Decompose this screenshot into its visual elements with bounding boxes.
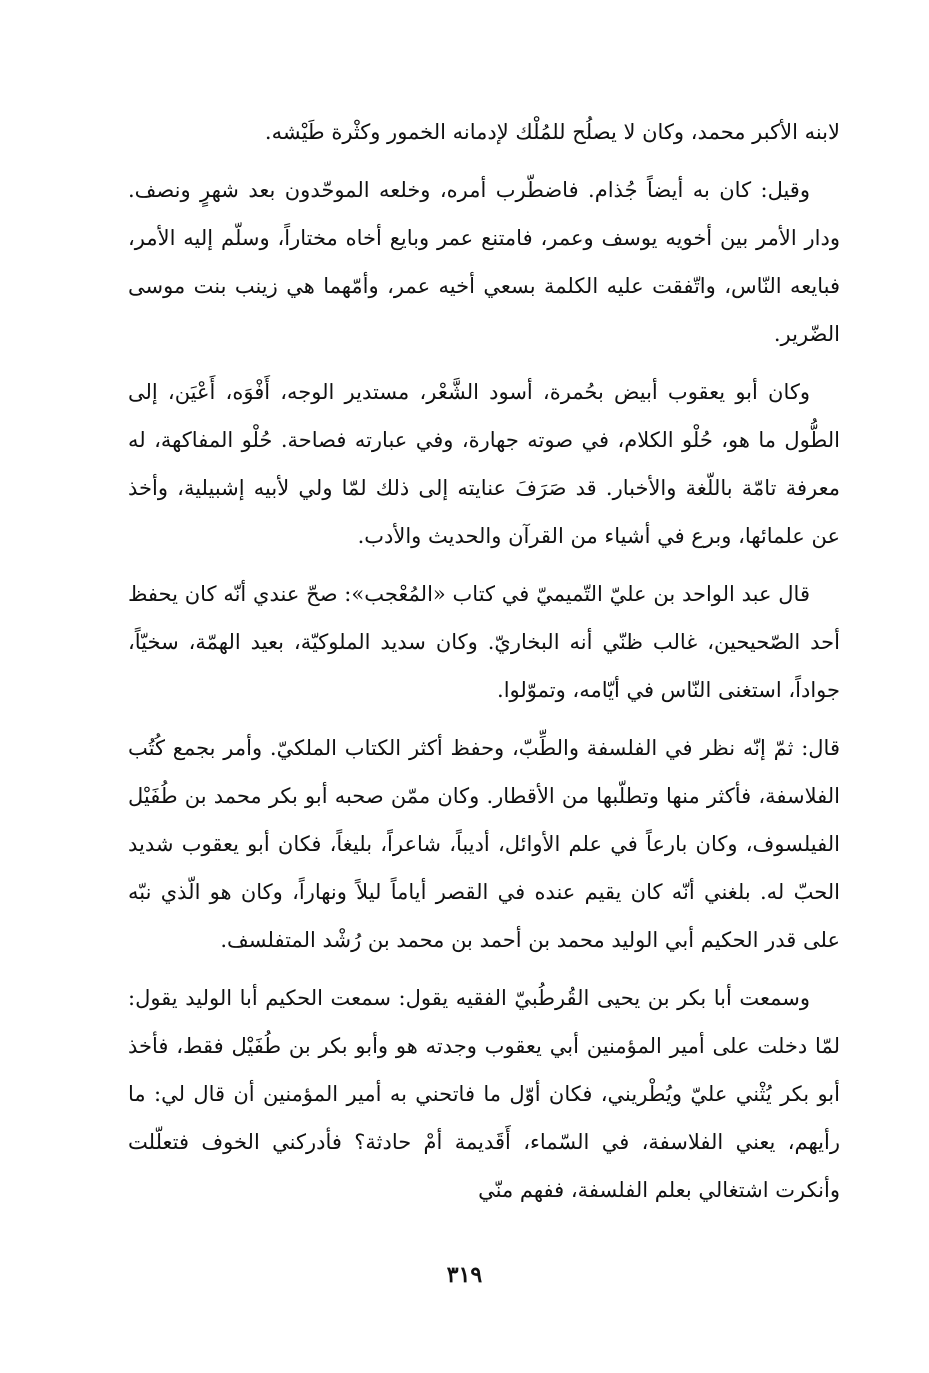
- page-number: ٣١٩: [446, 1262, 483, 1288]
- paragraph-3: وكان أبو يعقوب أبيض بحُمرة، أسود الشَّعْر، مستدير الوجه، أَفْوَه، أَعْيَن، إلى الطُّول ما هو، حُلْو الكلام، في صوته جهارة، وفي عبارته فصاحة. حُلْو المفاكهة، له معرفة تامّة باللّغة والأخبار. قد صَرَفَ عنايته إلى ذلك لمّا ولي لأبيه إشبيلية، وأخذ عن علمائها، وبرع في أشياء من القرآن والحديث والأدب.: [128, 380, 840, 548]
- body-text: [128, 108, 840, 1224]
- paragraph-5: قال: ثمّ إنّه نظر في الفلسفة والطِّبّ، وحفظ أكثر الكتاب الملكيّ. وأمر بجمع كُتُب الفلاسفة، فأكثر منها وتطلّبها من الأقطار. وكان ممّن صحبه أبو بكر محمد بن طُفَيْل الفيلسوف، وكان بارعاً في علم الأوائل، أديباً، شاعراً، بليغاً، فكان أبو يعقوب شديد الحبّ له. بلغني أنّه كان يقيم عنده في القصر أياماً ليلاً ونهاراً، وكان هو الّذي نبّه على قدر الحكيم أبي الوليد محمد بن أحمد بن محمد بن رُشْد المتفلسف.: [128, 736, 841, 952]
- paragraph-6: وسمعت أبا بكر بن يحيى القُرطُبيّ الفقيه يقول: سمعت الحكيم أبا الوليد يقول: لمّا دخلت على أمير المؤمنين أبي يعقوب وجدته هو وأبو بكر بن طُفَيْل فقط، فأخذ أبو بكر يُثْني عليّ ويُطْريني، فكان أوّل ما فاتحني به أمير المؤمنين أن قال لي: ما رأيهم، يعني الفلاسفة، في السّماء، أَقَديمة أمْ حادثة؟ فأدركني الخوف فتعلّلت وأنكرت اشتغالي بعلم الفلسفة، ففهم منّي: [128, 986, 840, 1202]
- paragraph-1: لابنه الأكبر محمد، وكان لا يصلُح للمُلْك لإدمانه الخمور وكثْرة طَيْشه.: [264, 120, 840, 144]
- paragraph-4: قال عبد الواحد بن عليّ التّميميّ في كتاب «المُعْجب»: صحّ عندي أنّه كان يحفظ أحد الصّحيحين، غالب ظنّي أنه البخاريّ. وكان سديد الملوكيّة، بعيد الهمّة، سخيّاً، جواداً، استغنى النّاس في أيّامه، وتموّلوا.: [128, 582, 840, 702]
- paragraph-2: وقيل: كان به أيضاً جُذام. فاضطّرب أمره، وخلعه الموحّدون بعد شهرٍ ونصف. ودار الأمر بين أخويه يوسف وعمر، فامتنع عمر وبايع أخاه مختاراً، وسلّم إليه الأمر، فبايعه النّاس، واتّفقت عليه الكلمة بسعي أخيه عمر، وأمّهما هي زينب بنت موسى الضّرير.: [128, 178, 840, 346]
